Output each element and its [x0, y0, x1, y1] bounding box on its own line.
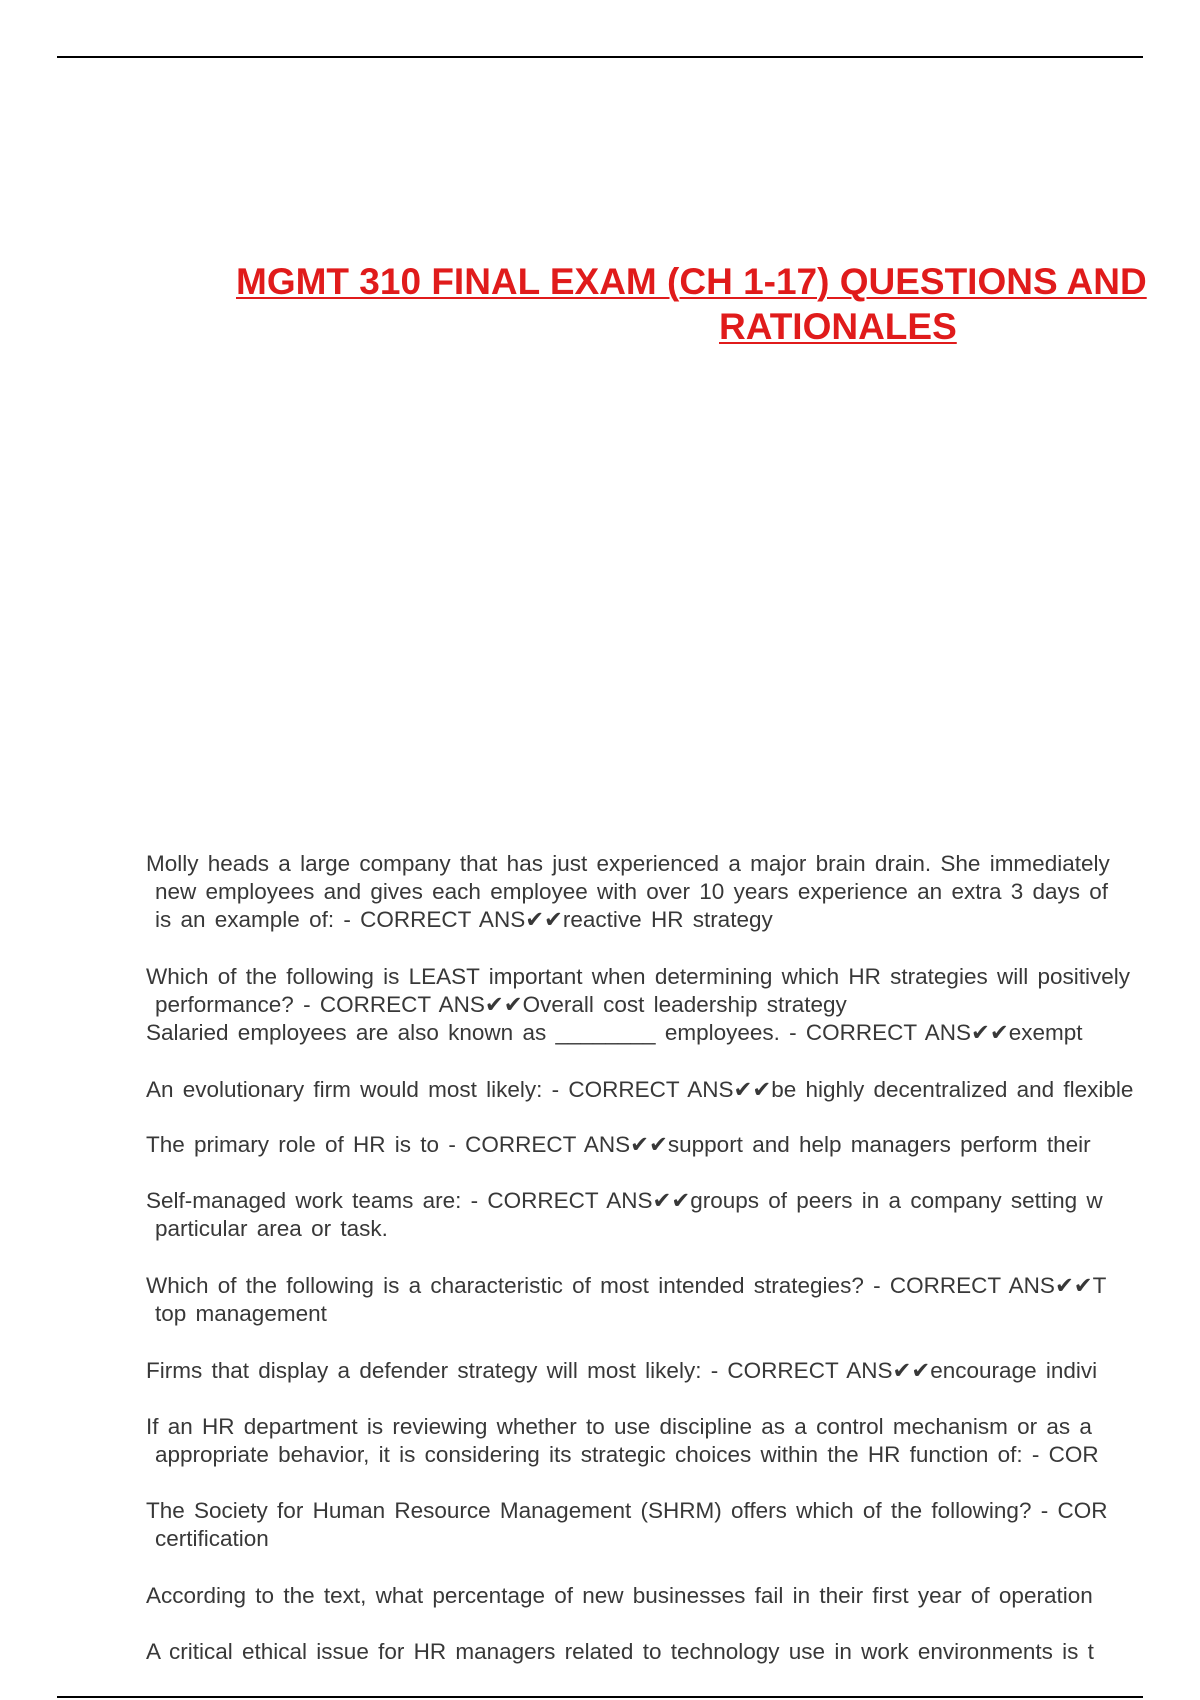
question-item: [146, 1272, 1200, 1328]
question-item: [146, 1357, 1200, 1385]
document-title-line-2: RATIONALES: [719, 306, 957, 347]
question-line: Self-managed work teams are: - CORRECT ANS✔✔groups of peers in a company setting w: [146, 1188, 1103, 1213]
question-line: appropriate behavior, it is considering its strategic choices within the HR function of: - COR: [155, 1442, 1099, 1467]
question-item: [146, 1131, 1200, 1159]
question-line: particular area or task.: [155, 1216, 388, 1241]
question-item: [146, 963, 1200, 1019]
question-item: [146, 1187, 1200, 1243]
top-rule: [57, 56, 1143, 58]
question-line: Salaried employees are also known as ________ employees. - CORRECT ANS✔✔exempt: [146, 1020, 1083, 1045]
question-line: Firms that display a defender strategy will most likely: - CORRECT ANS✔✔encourage indivi: [146, 1358, 1098, 1383]
question-item: [146, 1638, 1200, 1666]
question-line: performance? - CORRECT ANS✔✔Overall cost leadership strategy: [155, 992, 847, 1017]
question-line: Molly heads a large company that has just experienced a major brain drain. She immediately: [146, 851, 1110, 876]
question-item: [146, 1076, 1200, 1104]
question-line: new employees and gives each employee with over 10 years experience an extra 3 days of: [155, 879, 1109, 904]
question-line: A critical ethical issue for HR managers related to technology use in work environments is t: [146, 1639, 1094, 1664]
question-item: [146, 1413, 1200, 1469]
question-line: According to the text, what percentage of new businesses fail in their first year of operation: [146, 1583, 1093, 1608]
question-line: Which of the following is a characteristic of most intended strategies? - CORRECT ANS✔✔T: [146, 1273, 1107, 1298]
bottom-rule: [57, 1696, 1143, 1698]
question-line: The Society for Human Resource Management (SHRM) offers which of the following? - COR: [146, 1498, 1108, 1523]
question-line: The primary role of HR is to - CORRECT ANS✔✔support and help managers perform their: [146, 1132, 1091, 1157]
question-line: If an HR department is reviewing whether to use discipline as a control mechanism or as a: [146, 1414, 1092, 1439]
question-line: Which of the following is LEAST important when determining which HR strategies will positively: [146, 964, 1130, 989]
question-line: An evolutionary firm would most likely: - CORRECT ANS✔✔be highly decentralized and flexible: [146, 1077, 1134, 1102]
question-line: top management: [155, 1301, 327, 1326]
question-item: [146, 1019, 1200, 1047]
question-line: is an example of: - CORRECT ANS✔✔reactive HR strategy: [155, 907, 773, 932]
document-title-line-1: MGMT 310 FINAL EXAM (CH 1-17) QUESTIONS AND: [236, 261, 1147, 302]
question-item: [146, 1497, 1200, 1553]
question-line: certification: [155, 1526, 269, 1551]
question-item: [146, 1582, 1200, 1610]
question-item: [146, 850, 1200, 934]
